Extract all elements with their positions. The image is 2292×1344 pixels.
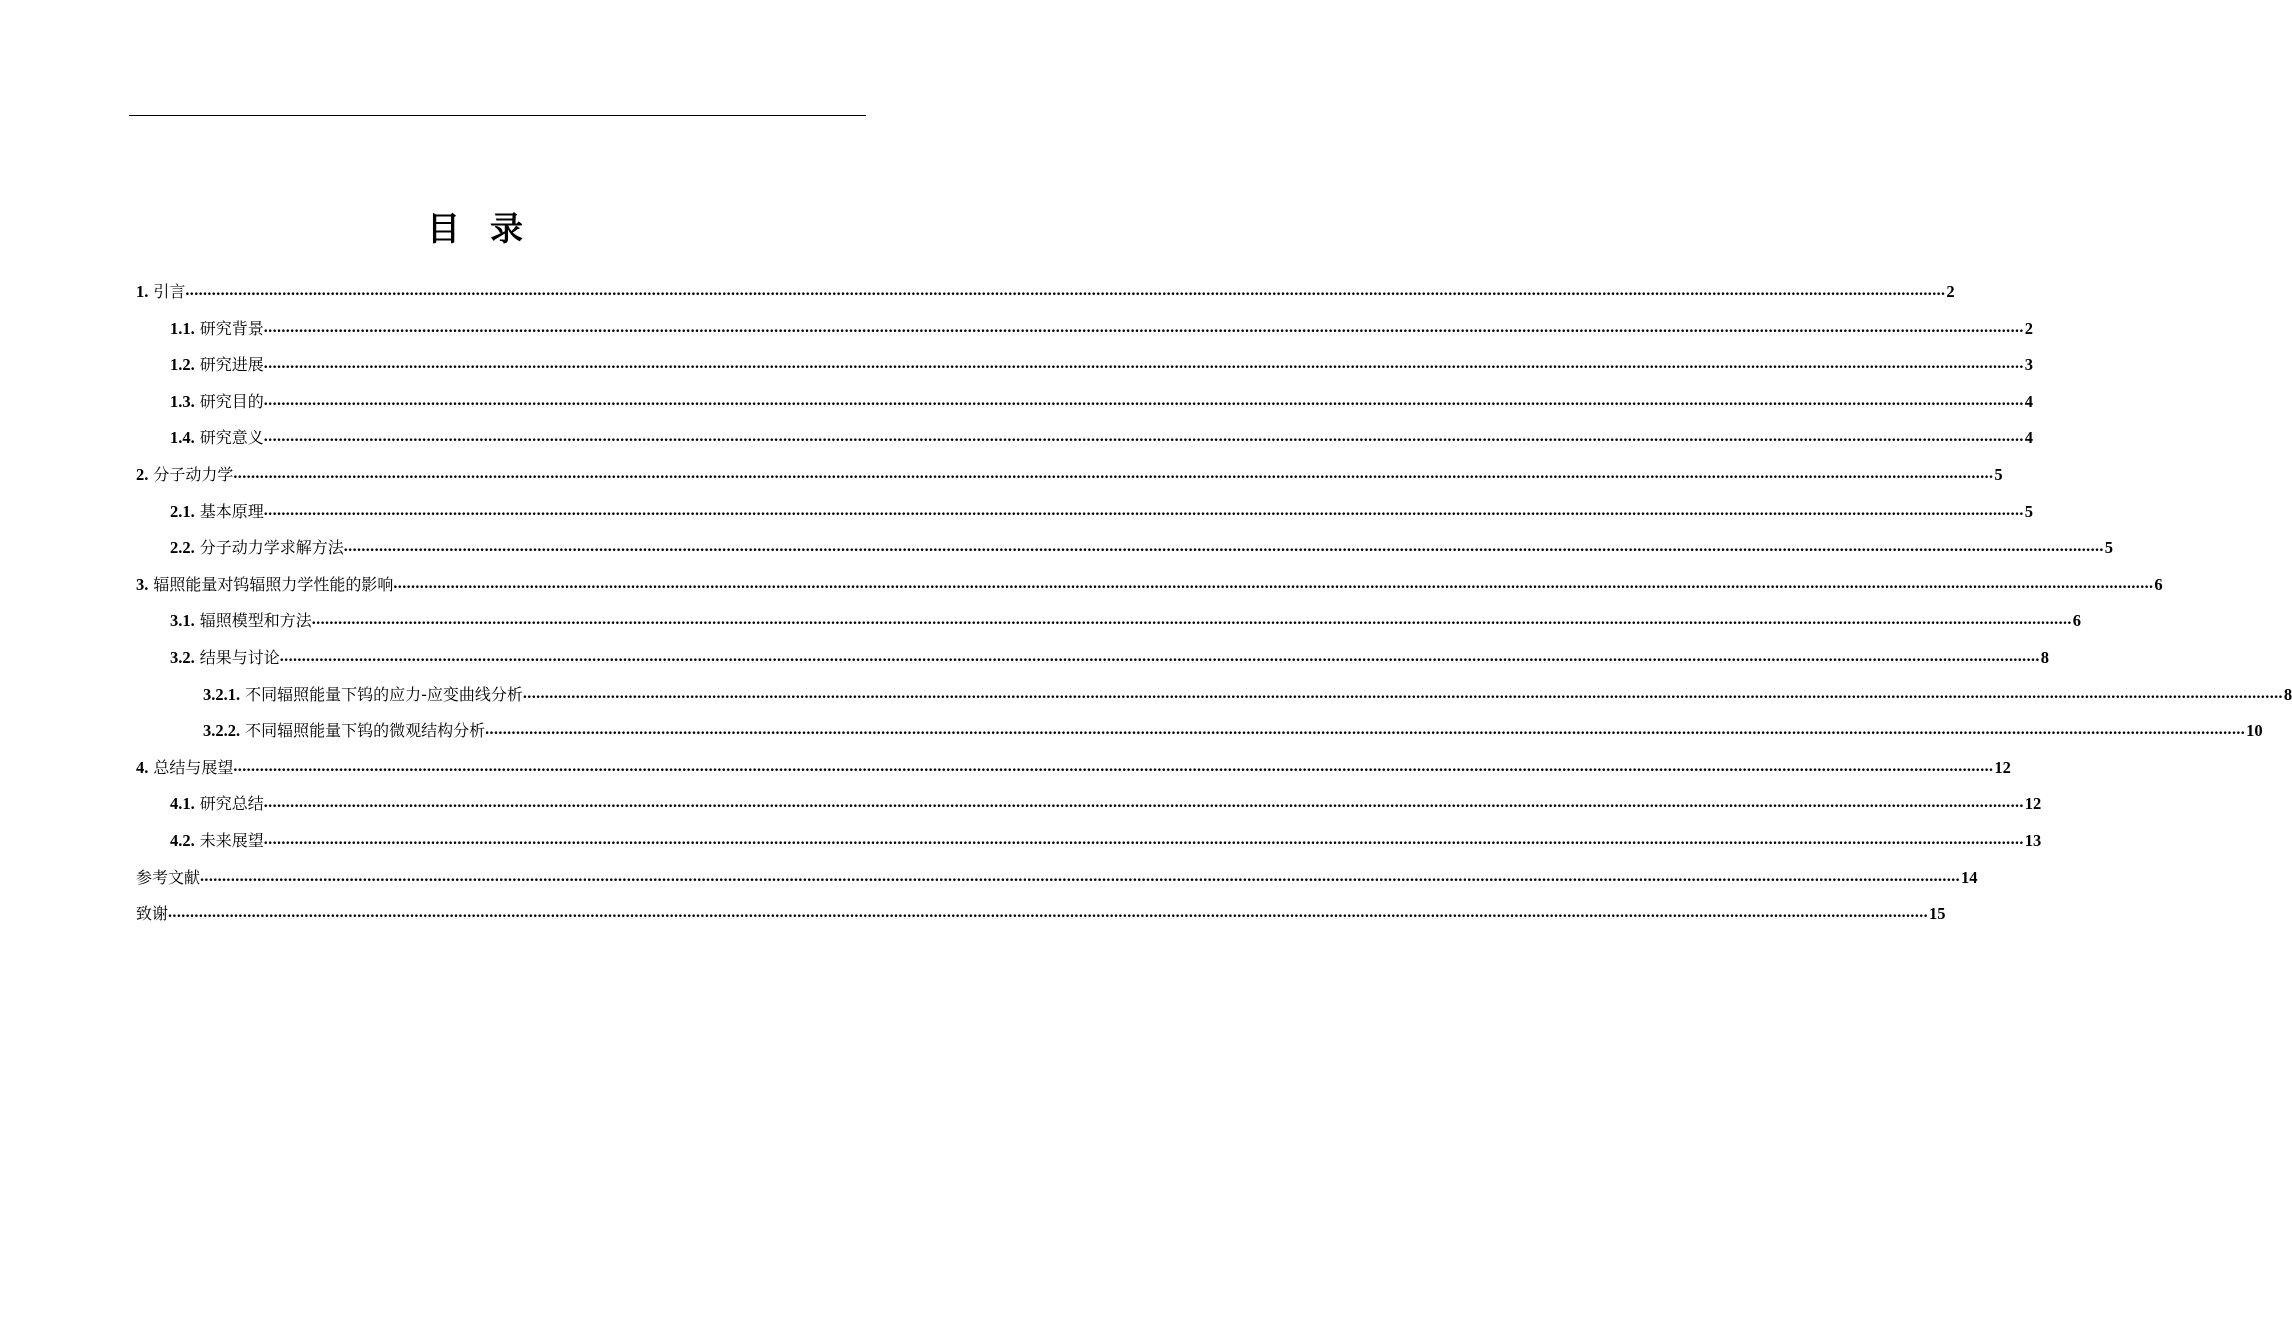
toc-entry-page-number: 4: [2024, 428, 2034, 448]
toc-entry-number: 3.: [136, 574, 149, 594]
toc-entry[interactable]: [136, 267, 1955, 303]
toc-entry[interactable]: [170, 487, 2034, 523]
title-char-2: 录: [490, 209, 523, 248]
toc-dot-leader: ................................................................................................................................................................................................................................................................................................................................................................................................................: [311, 611, 2072, 629]
toc-dot-leader: ................................................................................................................................................................................................................................................................................................................................................................................................................: [263, 318, 2024, 336]
toc-dot-leader: ................................................................................................................................................................................................................................................................................................................................................................................................................: [168, 904, 1929, 922]
toc-entry[interactable]: [170, 816, 2042, 852]
toc-dot-leader: ................................................................................................................................................................................................................................................................................................................................................................................................................: [233, 465, 1994, 482]
toc-entry-number: 1.2.: [170, 355, 195, 375]
toc-entry-number: 1.4.: [170, 428, 195, 448]
toc-entry-title: 不同辐照能量下钨的微观结构分析: [245, 721, 486, 741]
toc-dot-leader: ................................................................................................................................................................................................................................................................................................................................................................................................................: [200, 867, 1961, 885]
toc-dot-leader: ................................................................................................................................................................................................................................................................................................................................................................................................................: [263, 391, 2024, 409]
toc-dot-leader: ................................................................................................................................................................................................................................................................................................................................................................................................................: [263, 794, 2024, 812]
toc-entry-page-number: 3: [2024, 355, 2034, 375]
toc-entry[interactable]: [170, 377, 2034, 413]
toc-entry[interactable]: [136, 889, 1946, 925]
toc-entry-page-number: 8: [2283, 684, 2292, 704]
toc-entry-title: 致谢: [136, 904, 169, 924]
toc-entry-title: 分子动力学求解方法: [199, 538, 344, 558]
toc-entry[interactable]: [136, 853, 1978, 889]
toc-entry-number: 1.: [136, 282, 149, 301]
toc-entry-page-number: 6: [2072, 611, 2082, 631]
toc-entry-title: 未来展望: [199, 831, 264, 850]
toc-entry-title: 辐照能量对钨辐照力学性能的影响: [153, 574, 394, 594]
toc-entry[interactable]: [136, 450, 2003, 486]
toc-entry-page-number: 10: [2246, 721, 2263, 741]
toc-entry-page-number: 2: [1946, 282, 1955, 301]
toc-entry-number: 3.1.: [170, 611, 195, 631]
toc-entry-page-number: 5: [1994, 465, 2003, 484]
toc-entry-number: 4.: [136, 757, 149, 777]
toc-entry-number: 2.2.: [170, 538, 195, 558]
toc-entry-page-number: 5: [2024, 501, 2034, 521]
header-rule: [129, 115, 866, 116]
toc-entry-title: 引言: [153, 282, 186, 301]
toc-entry-number: 4.1.: [170, 794, 195, 814]
toc-entry-title: 分子动力学: [153, 465, 234, 484]
toc-entry-page-number: 4: [2024, 391, 2034, 411]
toc-entry-page-number: 12: [2024, 794, 2042, 814]
toc-dot-leader: ................................................................................................................................................................................................................................................................................................................................................................................................................: [185, 282, 1946, 299]
toc-entry[interactable]: [170, 596, 2082, 632]
toc-dot-leader: ................................................................................................................................................................................................................................................................................................................................................................................................................: [522, 684, 2283, 702]
toc-entry-page-number: 13: [2024, 831, 2042, 850]
toc-entry-title: 总结与展望: [153, 757, 234, 777]
toc-entry-number: 1.1.: [170, 318, 195, 338]
toc-entry[interactable]: [203, 706, 2263, 742]
toc-entry-title: 基本原理: [199, 501, 264, 521]
toc-entry[interactable]: [170, 779, 2042, 815]
toc-entry[interactable]: [170, 304, 2034, 340]
toc-dot-leader: ................................................................................................................................................................................................................................................................................................................................................................................................................: [263, 355, 2024, 373]
toc-entry-title: 研究背景: [199, 318, 264, 338]
toc-entry-page-number: 15: [1929, 904, 1946, 924]
toc-entry-title: 研究目的: [199, 391, 264, 411]
toc-entry-title: 结果与讨论: [199, 648, 280, 667]
toc-entry-number: 3.2.1.: [203, 684, 241, 704]
toc-dot-leader: ................................................................................................................................................................................................................................................................................................................................................................................................................: [485, 721, 2246, 739]
toc-entry-title: 研究进展: [199, 355, 264, 375]
toc-dot-leader: ................................................................................................................................................................................................................................................................................................................................................................................................................: [263, 428, 2024, 446]
page-title: [0, 204, 950, 254]
toc-entry[interactable]: [136, 743, 2011, 779]
toc-entry[interactable]: [203, 670, 2292, 706]
toc-entry-page-number: 2: [2024, 318, 2034, 338]
toc-dot-leader: ................................................................................................................................................................................................................................................................................................................................................................................................................: [263, 501, 2024, 519]
toc-entry[interactable]: [170, 413, 2034, 449]
toc-entry[interactable]: [170, 633, 2050, 669]
toc-entry[interactable]: [170, 340, 2034, 376]
toc-dot-leader: ................................................................................................................................................................................................................................................................................................................................................................................................................: [393, 574, 2154, 592]
toc-entry-page-number: 8: [2040, 648, 2050, 667]
toc-entry-title: 研究总结: [199, 794, 264, 814]
toc-entry-page-number: 5: [2104, 538, 2114, 558]
toc-entry-number: 2.: [136, 465, 149, 484]
toc-entry-number: 4.2.: [170, 831, 195, 850]
toc-dot-leader: ................................................................................................................................................................................................................................................................................................................................................................................................................: [343, 538, 2104, 556]
toc-entry[interactable]: [170, 523, 2114, 559]
toc-entry-title: 参考文献: [136, 867, 201, 887]
toc-entry-number: 1.3.: [170, 391, 195, 411]
toc-entry-number: 3.2.: [170, 648, 195, 667]
toc-entry-page-number: 14: [1961, 867, 1978, 887]
toc-dot-leader: ................................................................................................................................................................................................................................................................................................................................................................................................................: [263, 831, 2024, 848]
toc-entry-page-number: 6: [2154, 574, 2163, 594]
toc-entry-number: 3.2.2.: [203, 721, 241, 741]
toc-entry-title: 辐照模型和方法: [199, 611, 312, 631]
toc-entry-number: 2.1.: [170, 501, 195, 521]
toc-entry-title: 不同辐照能量下钨的应力-应变曲线分析: [245, 684, 523, 704]
toc-entry-page-number: 12: [1994, 757, 2011, 777]
toc-entry[interactable]: [136, 560, 2163, 596]
title-char-1: 目: [427, 209, 460, 248]
toc-dot-leader: ................................................................................................................................................................................................................................................................................................................................................................................................................: [279, 648, 2040, 665]
toc-entry-title: 研究意义: [199, 428, 264, 448]
toc-dot-leader: ................................................................................................................................................................................................................................................................................................................................................................................................................: [233, 757, 1994, 775]
